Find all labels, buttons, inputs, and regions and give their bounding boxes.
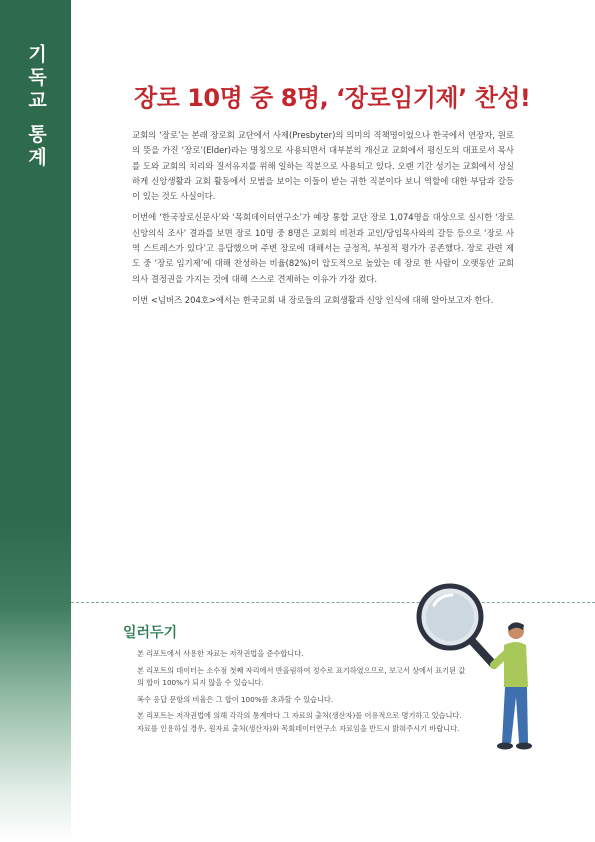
page-title: 장로 10명 중 8명, ‘장로임기제’ 찬성! <box>134 84 531 112</box>
note-item: 본 리포트에서 사용한 자료는 저작권법을 준수합니다. <box>137 649 304 658</box>
note-item: 본 리포트는 저작권법에 의해 각각의 통계마다 그 자료의 출처(생산자)를 이유적으로 명기하고 있습니다. 자료를 인용하실 경우, 원자료 출처(생산자)와 목회데이터연구소 자료임을 반드시 밝혀주시기 바랍니다. <box>137 711 462 733</box>
paragraph: 이번 <넘버즈 204호>에서는 한국교회 내 장로들의 교회생활과 신앙 인식에 대해 알아보고자 한다. <box>132 294 494 305</box>
paragraph: 교회의 ‘장로’는 본래 장로회 교단에서 사제(Presbyter)의 의미의 직책명이었으나 한국에서 연장자, 원로의 뜻을 가진 ‘장로’(Elder)라는 명칭으로 사용되면서 대부분의 개신교 교회에서 평신도의 대표로서 목사를 도와 교회의 치리와 질서유지를 위해 일하는 직분으로 사용되고 있다. 오랜 기간 성기는 교회에서 성실하게 신앙생활과 교회 활동에서 모범을 보이는 이들이 받는 귀한 직분이다 보니 역할에 대한 부담과 갈등이 있는 것도 사실이다. <box>132 130 514 202</box>
notes-title: 일러두기 <box>123 625 178 641</box>
note-item: 본 리포트의 데이터는 소수점 첫째 자리에서 반올림하여 정수로 표기하였으므로, 보고서 상에서 표기된 값의 합이 100%가 되지 않을 수 있습니다. <box>137 665 466 687</box>
magnifying-glass-person-icon <box>410 575 535 760</box>
paragraph: 이번에 ‘한국장로신문사’와 ‘목회데이터연구소’가 예장 통합 교단 장로 1,074명을 대상으로 실시한 ‘장로 신앙의식 조사’ 결과를 보면 장로 10명 중 8명은 교회의 비전과 교인/당임목사와의 갈등 등으로 ‘장로 사역 스트레스가 있다’고 응답했으며 주변 장로에 대해서는 긍정적, 부정적 평가가 공존했다. 장로 관련 제도 중 ‘장로 임기제’에 대해 찬성하는 비율(82%)이 압도적으로 높았는 데 장로 한 사람이 오랫동안 교회 의사 결정권을 가지는 것에 대해 스스로 견제하는 이유가 가장 컸다. <box>132 212 514 284</box>
intro-text <box>132 128 514 314</box>
section-label: 기독교 통계 <box>25 44 47 170</box>
note-item: 복수 응답 문항의 비율은 그 합이 100%를 초과할 수 있습니다. <box>137 694 334 704</box>
